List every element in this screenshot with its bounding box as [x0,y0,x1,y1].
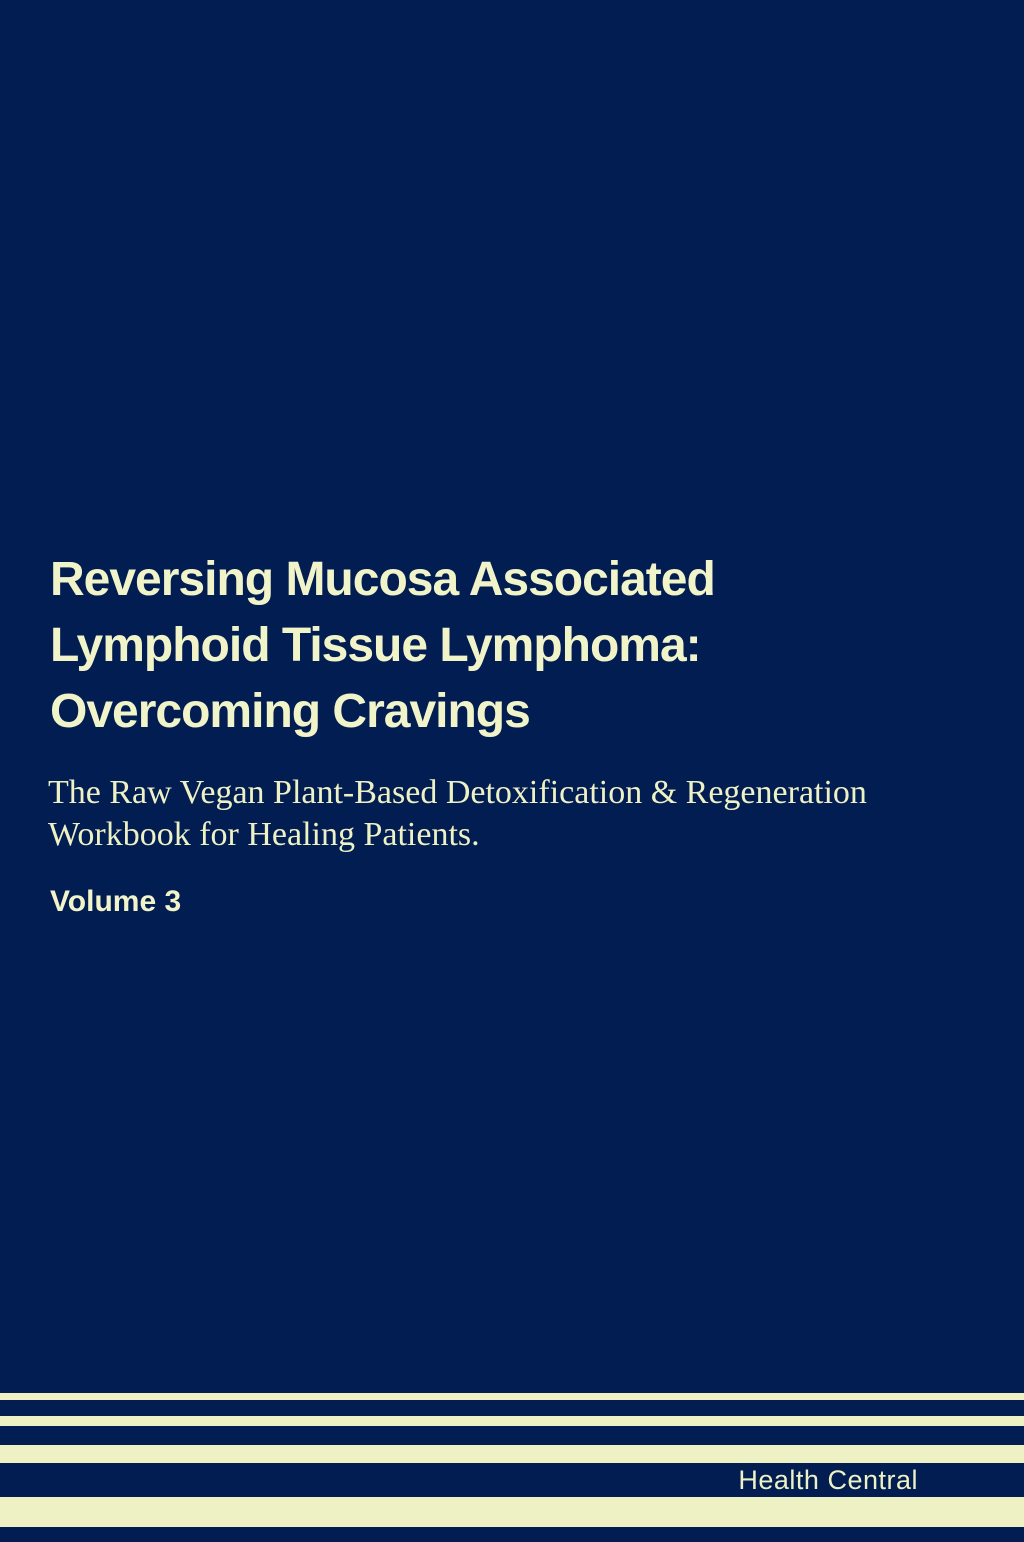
stripe-navy-2 [0,1426,1024,1445]
book-title-line-3: Overcoming Cravings [50,685,530,738]
publisher-band [0,1463,1024,1497]
stripe-cream-thin-2 [0,1416,1024,1426]
stripe-cream-thick [0,1497,1024,1527]
stripe-cream-medium [0,1445,1024,1463]
stripe-cream-thin-1 [0,1393,1024,1400]
book-title-line-1: Reversing Mucosa Associated [50,553,715,606]
footer-stripes [0,1393,1024,1542]
book-title [50,547,950,745]
publisher-name: Health Central [738,1464,918,1495]
book-subtitle [48,772,948,856]
volume-label: Volume 3 [50,885,182,918]
book-subtitle-line-1: The Raw Vegan Plant-Based Detoxification & Regeneration [48,774,867,811]
stripe-navy-1 [0,1400,1024,1416]
book-subtitle-line-2: Workbook for Healing Patients. [48,816,480,853]
stripe-navy-bottom [0,1527,1024,1542]
book-title-line-2: Lymphoid Tissue Lymphoma: [50,619,701,672]
